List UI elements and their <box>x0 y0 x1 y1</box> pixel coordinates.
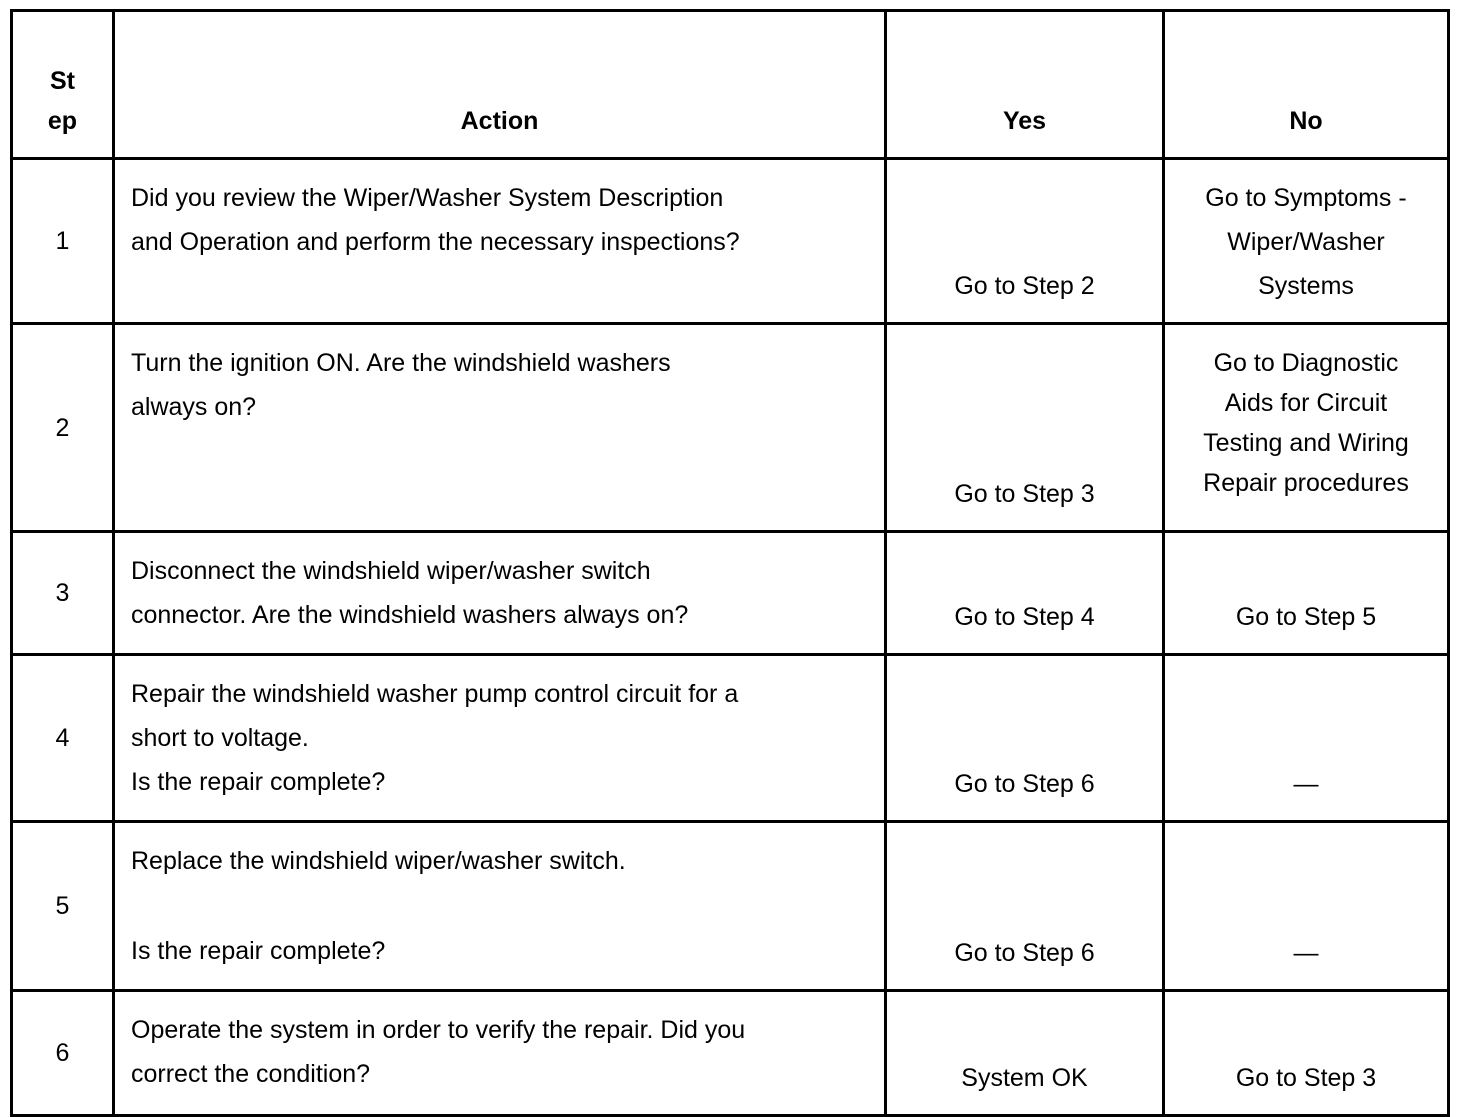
yes-cell: System OK <box>886 991 1164 1116</box>
no-line: Systems <box>1258 272 1354 300</box>
diagnostic-table <box>10 9 1450 1117</box>
header-step-line1: St <box>50 67 75 95</box>
no-line: Go to Diagnostic <box>1213 349 1399 377</box>
action-line: Operate the system in order to verify the repair. Did you <box>131 1016 746 1044</box>
yes-cell: Go to Step 4 <box>886 532 1164 655</box>
no-line: Testing and Wiring <box>1203 429 1409 457</box>
no-line: Aids for Circuit <box>1224 389 1388 417</box>
step-number: 1 <box>12 159 114 324</box>
yes-cell: Go to Step 3 <box>886 324 1164 532</box>
header-row <box>12 11 1449 159</box>
action-line: and Operation and perform the necessary inspections? <box>131 228 740 256</box>
action-line: Did you review the Wiper/Washer System Description <box>131 184 724 212</box>
no-line: Repair procedures <box>1203 469 1409 497</box>
step-number: 4 <box>12 655 114 822</box>
action-cell <box>114 324 886 532</box>
step-number: 3 <box>12 532 114 655</box>
yes-cell: Go to Step 2 <box>886 159 1164 324</box>
step-number: 2 <box>12 324 114 532</box>
step-number: 6 <box>12 991 114 1116</box>
no-cell: Go to Step 3 <box>1164 991 1449 1116</box>
action-cell <box>114 532 886 655</box>
no-line: Go to Symptoms - <box>1205 184 1407 212</box>
table-row <box>12 991 1449 1116</box>
action-line: always on? <box>131 393 257 421</box>
no-cell <box>1164 159 1449 324</box>
no-line: Wiper/Washer <box>1227 228 1385 256</box>
no-cell: Go to Step 5 <box>1164 532 1449 655</box>
yes-cell: Go to Step 6 <box>886 822 1164 991</box>
action-line: short to voltage. <box>131 724 309 752</box>
step-number: 5 <box>12 822 114 991</box>
no-cell <box>1164 324 1449 532</box>
header-action: Action <box>114 11 886 159</box>
action-line: Disconnect the windshield wiper/washer switch <box>131 557 651 585</box>
header-no: No <box>1164 11 1449 159</box>
table-row <box>12 822 1449 991</box>
action-line: correct the condition? <box>131 1060 371 1088</box>
action-line: connector. Are the windshield washers always on? <box>131 601 689 629</box>
table-row <box>12 532 1449 655</box>
action-cell <box>114 822 886 991</box>
header-step-line2: ep <box>47 107 78 135</box>
yes-cell: Go to Step 6 <box>886 655 1164 822</box>
action-cell <box>114 655 886 822</box>
header-step <box>12 11 114 159</box>
table-row <box>12 324 1449 532</box>
action-line: Is the repair complete? <box>131 937 386 965</box>
action-line: Replace the windshield wiper/washer switch. <box>131 847 626 875</box>
no-cell: — <box>1164 655 1449 822</box>
action-line: Repair the windshield washer pump control circuit for a <box>131 680 739 708</box>
action-line: Is the repair complete? <box>131 768 386 796</box>
no-cell: — <box>1164 822 1449 991</box>
table-row <box>12 655 1449 822</box>
action-cell <box>114 159 886 324</box>
action-cell <box>114 991 886 1116</box>
action-line: Turn the ignition ON. Are the windshield washers <box>131 349 671 377</box>
header-yes: Yes <box>886 11 1164 159</box>
table-row <box>12 159 1449 324</box>
